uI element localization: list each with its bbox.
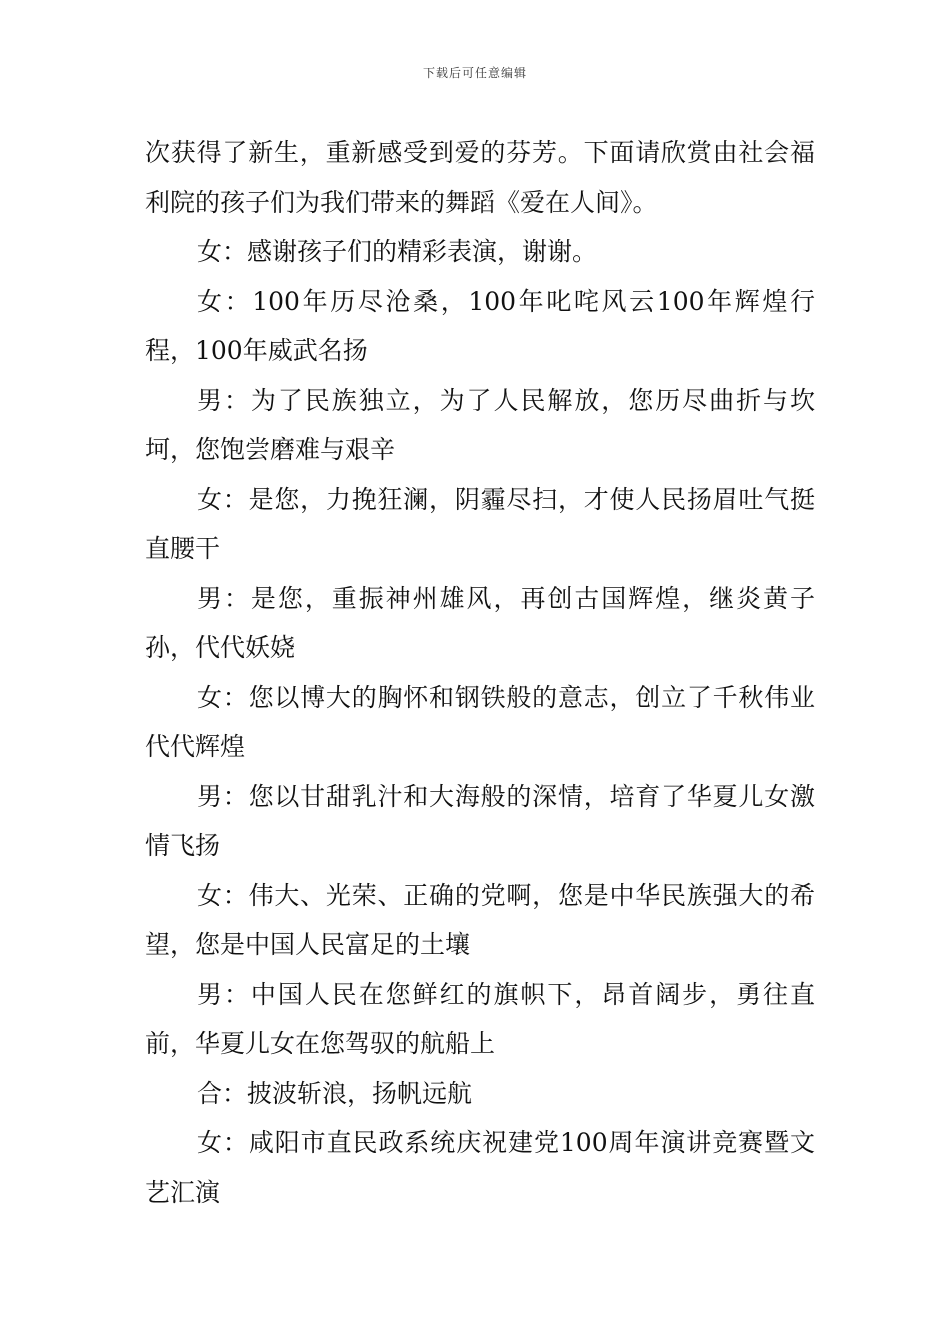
paragraph-continuation: 次获得了新生，重新感受到爱的芬芳。下面请欣赏由社会福利院的孩子们为我们带来的舞蹈《爱在人间》。 — [145, 138, 815, 217]
paragraph-dialogue: 女：咸阳市直民政系统庆祝建党100周年演讲竞赛暨文艺汇演 — [145, 1128, 815, 1207]
document-body — [145, 128, 815, 1217]
paragraph-dialogue: 合：披波斩浪，扬帆远航 — [197, 1078, 473, 1108]
paragraph-dialogue: 女：是您，力挽狂澜，阴霾尽扫，才使人民扬眉吐气挺直腰干 — [145, 484, 815, 563]
paragraph-dialogue: 女：感谢孩子们的精彩表演，谢谢。 — [197, 237, 598, 266]
paragraph-dialogue: 男：是您，重振神州雄风，再创古国辉煌，继炎黄子孙，代代妖娆 — [145, 583, 815, 662]
paragraph-dialogue: 男：中国人民在您鲜红的旗帜下，昂首阔步，勇往直前，华夏儿女在您驾驭的航船上 — [145, 979, 815, 1058]
paragraph-dialogue: 女：伟大、光荣、正确的党啊，您是中华民族强大的希望，您是中国人民富足的土壤 — [145, 880, 815, 959]
paragraph-dialogue: 女：100年历尽沧桑，100年叱咤风云100年辉煌行程，100年威武名扬 — [145, 286, 815, 365]
paragraph-dialogue: 女：您以博大的胸怀和钢铁般的意志，创立了千秋伟业代代辉煌 — [145, 682, 815, 761]
page-header: 下载后可任意编辑 — [422, 66, 527, 80]
paragraph-dialogue: 男：您以甘甜乳汁和大海般的深情，培育了华夏儿女激情飞扬 — [145, 781, 815, 860]
paragraph-dialogue: 男：为了民族独立，为了人民解放，您历尽曲折与坎坷，您饱尝磨难与艰辛 — [145, 385, 815, 464]
